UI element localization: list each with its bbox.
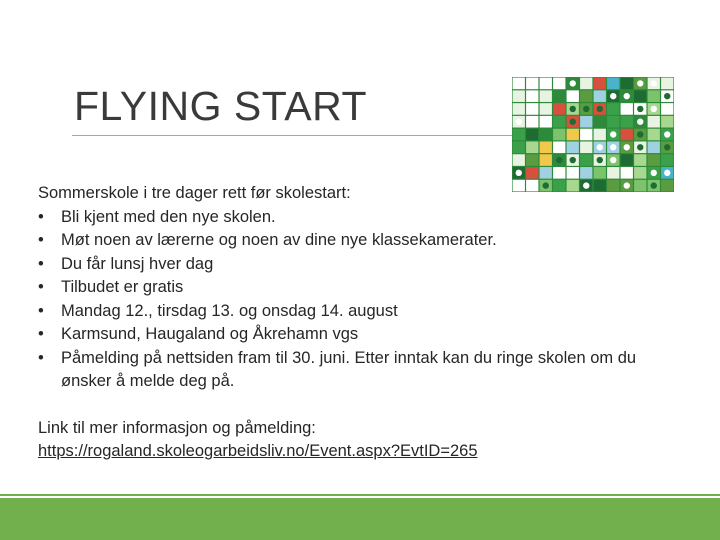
poster-icon	[651, 170, 657, 176]
intro-text: Sommerskole i tre dager rett før skolestart:	[38, 184, 351, 202]
poster-icon	[516, 170, 522, 176]
poster-tile	[621, 154, 633, 166]
poster-tile	[526, 78, 538, 90]
poster-tile	[526, 90, 538, 102]
poster-tile	[607, 116, 619, 128]
poster-tile	[553, 78, 565, 90]
poster-tile	[540, 90, 552, 102]
poster-tile	[540, 129, 552, 141]
link-section	[38, 417, 678, 464]
poster-tile	[513, 90, 525, 102]
poster-tile	[580, 141, 592, 153]
poster-tile	[634, 154, 646, 166]
poster-icon	[637, 119, 643, 125]
poster-tile	[526, 141, 538, 153]
poster-tile	[513, 129, 525, 141]
poster-icon	[637, 131, 643, 137]
poster-icon	[583, 106, 589, 112]
poster-tile	[594, 116, 606, 128]
poster-icon	[651, 106, 657, 112]
event-link[interactable]: https://rogaland.skoleogarbeidsliv.no/Event.aspx?EvtID=265	[38, 442, 478, 460]
bullet-icon: •	[38, 325, 44, 343]
poster-icon	[610, 144, 616, 150]
poster-icon	[556, 157, 562, 163]
bullet-item: • Du får lunsj hver dag	[38, 253, 678, 277]
bullet-icon: •	[38, 254, 44, 273]
poster-tile	[580, 154, 592, 166]
poster-tile	[580, 78, 592, 90]
poster-tile	[580, 129, 592, 141]
poster-tile	[594, 78, 606, 90]
footer-bar	[0, 498, 720, 540]
poster-tile	[594, 90, 606, 102]
poster-tile	[567, 90, 579, 102]
bullet-item: • Bli kjent med den nye skolen.	[38, 206, 678, 230]
poster-icon	[556, 170, 562, 176]
poster-image	[512, 77, 674, 192]
slide-title: FLYING START	[74, 83, 368, 129]
poster-icon	[570, 119, 576, 125]
bullet-icon: •	[38, 278, 44, 296]
poster-tile	[661, 116, 673, 128]
link-label: Link til mer informasjon og påmelding:	[38, 418, 316, 437]
poster-tile	[621, 167, 633, 179]
poster-tile	[648, 141, 660, 153]
poster-tile	[621, 78, 633, 90]
poster-tile	[661, 103, 673, 115]
poster-tile	[594, 167, 606, 179]
bullet-item: • Karmsund, Haugaland og Åkrehamn vgs	[38, 323, 678, 347]
poster-icon	[529, 106, 535, 112]
poster-tile	[607, 167, 619, 179]
poster-tile	[580, 167, 592, 179]
poster-tile	[648, 116, 660, 128]
poster-icon	[624, 144, 630, 150]
poster-icon	[664, 131, 670, 137]
bullet-item: • Møt noen av lærerne og noen av dine nye klassekamerater.	[38, 229, 678, 253]
poster-tile	[567, 129, 579, 141]
slide-body	[38, 182, 678, 464]
bullet-item: • Tilbudet er gratis	[38, 276, 678, 300]
poster-tile	[526, 154, 538, 166]
bullet-icon: •	[38, 231, 44, 249]
poster-icon	[651, 80, 657, 86]
poster-tile	[553, 90, 565, 102]
poster-tile	[553, 116, 565, 128]
poster-icon	[610, 131, 616, 137]
poster-icon	[624, 93, 630, 99]
title-divider	[72, 135, 512, 136]
footer-divider	[0, 494, 720, 496]
poster-tile	[621, 129, 633, 141]
bullet-item: • Påmelding på nettsiden fram til 30. juni. Etter inntak kan du ringe skolen om du ønsker å melde deg på.	[38, 348, 637, 390]
poster-tile	[513, 103, 525, 115]
poster-tile	[553, 141, 565, 153]
poster-collage-graphic	[512, 77, 674, 192]
poster-icon	[637, 106, 643, 112]
poster-icon	[570, 106, 576, 112]
poster-tile	[526, 167, 538, 179]
poster-icon	[543, 119, 549, 125]
poster-tile	[540, 141, 552, 153]
poster-icon	[664, 93, 670, 99]
poster-tile	[553, 103, 565, 115]
poster-icon	[597, 106, 603, 112]
poster-icon	[664, 170, 670, 176]
poster-icon	[637, 144, 643, 150]
poster-icon	[570, 80, 576, 86]
poster-icon	[610, 157, 616, 163]
bullet-icon: •	[38, 301, 44, 320]
poster-tile	[513, 78, 525, 90]
poster-tile	[580, 90, 592, 102]
poster-icon	[597, 157, 603, 163]
poster-icon	[664, 144, 670, 150]
poster-tile	[513, 141, 525, 153]
poster-tile	[661, 154, 673, 166]
poster-tile	[634, 90, 646, 102]
bullet-icon: •	[38, 207, 44, 226]
poster-tile	[553, 129, 565, 141]
bullet-list	[38, 206, 678, 394]
poster-tile	[661, 78, 673, 90]
poster-tile	[567, 167, 579, 179]
poster-tile	[594, 129, 606, 141]
bullet-item: • Mandag 12., tirsdag 13. og onsdag 14. august	[38, 300, 678, 324]
poster-tile	[607, 78, 619, 90]
poster-tile	[648, 129, 660, 141]
poster-icon	[516, 119, 522, 125]
poster-icon	[597, 144, 603, 150]
bullet-icon: •	[38, 348, 44, 367]
poster-tile	[540, 167, 552, 179]
poster-tile	[540, 103, 552, 115]
poster-tile	[621, 103, 633, 115]
poster-tile	[621, 116, 633, 128]
poster-tile	[607, 103, 619, 115]
poster-icon	[637, 80, 643, 86]
poster-icon	[570, 157, 576, 163]
poster-tile	[580, 116, 592, 128]
poster-tile	[567, 141, 579, 153]
poster-tile	[648, 90, 660, 102]
poster-tile	[513, 154, 525, 166]
poster-tile	[526, 129, 538, 141]
poster-tile	[648, 154, 660, 166]
poster-tile	[540, 154, 552, 166]
poster-tile	[634, 167, 646, 179]
poster-tile	[540, 78, 552, 90]
poster-icon	[610, 93, 616, 99]
poster-tile	[526, 116, 538, 128]
